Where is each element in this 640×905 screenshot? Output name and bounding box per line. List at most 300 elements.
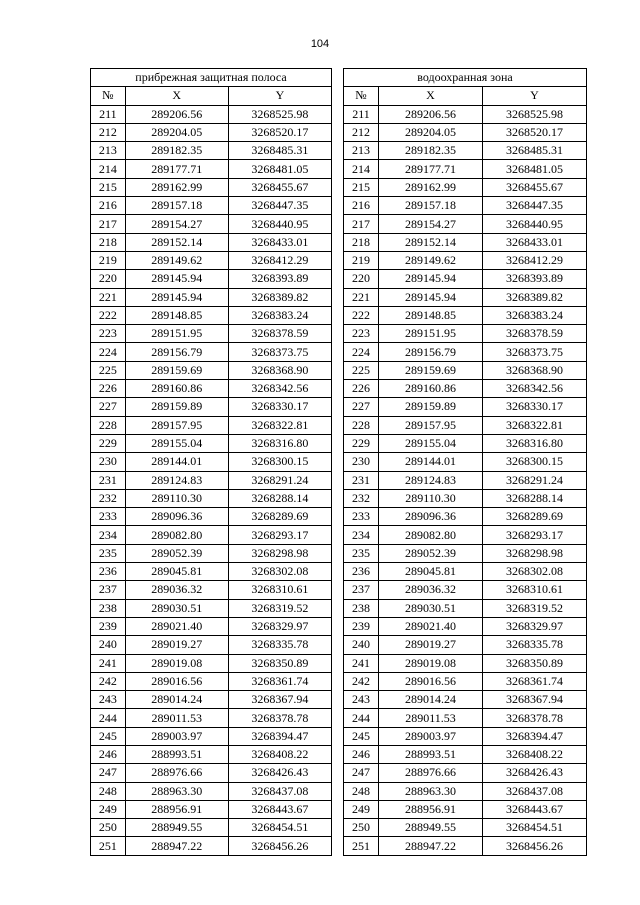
y-coordinate-cell: 3268525.98 [228,105,331,123]
y-coordinate-cell: 3268373.75 [228,343,331,361]
table-row [91,306,332,324]
table-title: водоохранная зона [344,69,587,87]
x-coordinate-cell: 289177.71 [379,160,483,178]
y-coordinate-cell: 3268485.31 [228,142,331,160]
table-row [91,416,332,434]
point-number-cell: 235 [91,544,126,562]
x-coordinate-cell: 289045.81 [125,563,228,581]
x-coordinate-cell: 289157.95 [125,416,228,434]
point-number-cell: 225 [344,361,379,379]
y-coordinate-cell: 3268367.94 [482,691,586,709]
y-coordinate-cell: 3268330.17 [228,398,331,416]
y-coordinate-cell: 3268481.05 [482,160,586,178]
point-number-cell: 239 [91,617,126,635]
point-number-cell: 213 [344,142,379,160]
y-coordinate-cell: 3268443.67 [482,800,586,818]
table-row [91,105,332,123]
table-row [91,727,332,745]
x-coordinate-cell: 289206.56 [379,105,483,123]
table-row [344,782,587,800]
y-coordinate-cell: 3268456.26 [228,837,331,855]
table-row [344,581,587,599]
y-coordinate-cell: 3268412.29 [228,251,331,269]
table-row [91,215,332,233]
x-coordinate-cell: 289019.08 [125,654,228,672]
y-coordinate-cell: 3268335.78 [228,636,331,654]
point-number-cell: 228 [91,416,126,434]
x-coordinate-cell: 289182.35 [379,142,483,160]
x-coordinate-cell: 289030.51 [125,599,228,617]
table-row [91,745,332,763]
y-coordinate-cell: 3268291.24 [228,471,331,489]
point-number-cell: 233 [344,508,379,526]
y-coordinate-cell: 3268298.98 [228,544,331,562]
table-row [344,270,587,288]
point-number-cell: 236 [91,563,126,581]
table-row [344,178,587,196]
point-number-cell: 249 [91,800,126,818]
y-coordinate-cell: 3268383.24 [228,306,331,324]
y-coordinate-cell: 3268447.35 [482,197,586,215]
y-coordinate-cell: 3268485.31 [482,142,586,160]
y-coordinate-cell: 3268342.56 [482,380,586,398]
y-coordinate-cell: 3268373.75 [482,343,586,361]
point-number-cell: 211 [344,105,379,123]
point-number-cell: 225 [91,361,126,379]
y-coordinate-cell: 3268367.94 [228,691,331,709]
point-number-cell: 237 [344,581,379,599]
y-coordinate-cell: 3268455.67 [482,178,586,196]
x-coordinate-cell: 289003.97 [125,727,228,745]
table-row [91,709,332,727]
table-row [91,819,332,837]
table-row [91,581,332,599]
x-coordinate-cell: 289145.94 [125,288,228,306]
point-number-cell: 217 [91,215,126,233]
x-coordinate-cell: 289154.27 [379,215,483,233]
point-number-cell: 248 [91,782,126,800]
point-number-cell: 249 [344,800,379,818]
table-row [91,782,332,800]
x-coordinate-cell: 289149.62 [125,251,228,269]
y-coordinate-cell: 3268408.22 [482,745,586,763]
point-number-cell: 220 [344,270,379,288]
y-coordinate-cell: 3268525.98 [482,105,586,123]
y-coordinate-cell: 3268440.95 [482,215,586,233]
coastal-protective-strip-table [90,68,332,856]
x-coordinate-cell: 289149.62 [379,251,483,269]
y-coordinate-cell: 3268291.24 [482,471,586,489]
table-row [344,526,587,544]
point-number-cell: 247 [91,764,126,782]
y-coordinate-cell: 3268350.89 [482,654,586,672]
column-header-x: X [125,87,228,105]
table-row [91,544,332,562]
page-number: 104 [310,38,330,50]
point-number-cell: 234 [344,526,379,544]
y-coordinate-cell: 3268378.59 [228,325,331,343]
point-number-cell: 222 [91,306,126,324]
y-coordinate-cell: 3268520.17 [482,123,586,141]
point-number-cell: 234 [91,526,126,544]
point-number-cell: 247 [344,764,379,782]
x-coordinate-cell: 288976.66 [379,764,483,782]
x-coordinate-cell: 289019.27 [125,636,228,654]
x-coordinate-cell: 289162.99 [379,178,483,196]
y-coordinate-cell: 3268412.29 [482,251,586,269]
table-row [91,270,332,288]
point-number-cell: 216 [91,197,126,215]
x-coordinate-cell: 289145.94 [125,270,228,288]
table-row [91,178,332,196]
table-row [344,361,587,379]
point-number-cell: 219 [91,251,126,269]
x-coordinate-cell: 289082.80 [379,526,483,544]
table-row [344,709,587,727]
x-coordinate-cell: 289014.24 [379,691,483,709]
column-header-number: № [91,87,126,105]
point-number-cell: 251 [344,837,379,855]
point-number-cell: 233 [91,508,126,526]
point-number-cell: 238 [344,599,379,617]
point-number-cell: 211 [91,105,126,123]
x-coordinate-cell: 289036.32 [125,581,228,599]
table-row [344,819,587,837]
y-coordinate-cell: 3268454.51 [228,819,331,837]
x-coordinate-cell: 289110.30 [125,489,228,507]
x-coordinate-cell: 288993.51 [125,745,228,763]
y-coordinate-cell: 3268335.78 [482,636,586,654]
point-number-cell: 239 [344,617,379,635]
x-coordinate-cell: 289096.36 [379,508,483,526]
x-coordinate-cell: 289157.95 [379,416,483,434]
table-row [91,636,332,654]
point-number-cell: 220 [91,270,126,288]
y-coordinate-cell: 3268361.74 [228,672,331,690]
y-coordinate-cell: 3268433.01 [482,233,586,251]
y-coordinate-cell: 3268289.69 [482,508,586,526]
table-row [91,434,332,452]
y-coordinate-cell: 3268520.17 [228,123,331,141]
table-row [344,544,587,562]
table-row [91,672,332,690]
table-row [91,800,332,818]
x-coordinate-cell: 289159.89 [125,398,228,416]
y-coordinate-cell: 3268437.08 [482,782,586,800]
point-number-cell: 244 [344,709,379,727]
x-coordinate-cell: 289003.97 [379,727,483,745]
x-coordinate-cell: 289021.40 [125,617,228,635]
y-coordinate-cell: 3268389.82 [228,288,331,306]
table-row [91,142,332,160]
y-coordinate-cell: 3268330.17 [482,398,586,416]
point-number-cell: 240 [91,636,126,654]
table-row [91,197,332,215]
table-row [91,233,332,251]
table-row [344,123,587,141]
table-row [344,636,587,654]
y-coordinate-cell: 3268322.81 [228,416,331,434]
point-number-cell: 241 [91,654,126,672]
point-number-cell: 216 [344,197,379,215]
table-row [344,745,587,763]
table-row [344,160,587,178]
point-number-cell: 251 [91,837,126,855]
table-row [344,489,587,507]
x-coordinate-cell: 288963.30 [379,782,483,800]
point-number-cell: 243 [344,691,379,709]
point-number-cell: 218 [91,233,126,251]
table-row [344,617,587,635]
point-number-cell: 230 [344,453,379,471]
table-row [91,361,332,379]
x-coordinate-cell: 289159.89 [379,398,483,416]
y-coordinate-cell: 3268437.08 [228,782,331,800]
point-number-cell: 242 [91,672,126,690]
x-coordinate-cell: 289019.27 [379,636,483,654]
point-number-cell: 215 [91,178,126,196]
point-number-cell: 224 [91,343,126,361]
x-coordinate-cell: 289045.81 [379,563,483,581]
x-coordinate-cell: 289156.79 [379,343,483,361]
x-coordinate-cell: 288963.30 [125,782,228,800]
x-coordinate-cell: 289156.79 [125,343,228,361]
x-coordinate-cell: 289154.27 [125,215,228,233]
column-header-y: Y [228,87,331,105]
y-coordinate-cell: 3268361.74 [482,672,586,690]
table-row [344,142,587,160]
y-coordinate-cell: 3268368.90 [482,361,586,379]
table-row [344,343,587,361]
x-coordinate-cell: 289124.83 [125,471,228,489]
table-row [91,508,332,526]
point-number-cell: 215 [344,178,379,196]
y-coordinate-cell: 3268288.14 [482,489,586,507]
x-coordinate-cell: 289151.95 [379,325,483,343]
y-coordinate-cell: 3268393.89 [228,270,331,288]
table-row [344,197,587,215]
x-coordinate-cell: 289182.35 [125,142,228,160]
y-coordinate-cell: 3268293.17 [228,526,331,544]
table-row [91,380,332,398]
y-coordinate-cell: 3268394.47 [228,727,331,745]
y-coordinate-cell: 3268302.08 [482,563,586,581]
x-coordinate-cell: 289016.56 [125,672,228,690]
x-coordinate-cell: 289021.40 [379,617,483,635]
column-header-x: X [379,87,483,105]
y-coordinate-cell: 3268426.43 [482,764,586,782]
table-row [91,325,332,343]
table-row [91,123,332,141]
y-coordinate-cell: 3268293.17 [482,526,586,544]
table-row [91,617,332,635]
x-coordinate-cell: 289036.32 [379,581,483,599]
table-row [91,343,332,361]
x-coordinate-cell: 289204.05 [125,123,228,141]
x-coordinate-cell: 288949.55 [125,819,228,837]
x-coordinate-cell: 289144.01 [125,453,228,471]
x-coordinate-cell: 289159.69 [379,361,483,379]
y-coordinate-cell: 3268440.95 [228,215,331,233]
table-row [344,398,587,416]
point-number-cell: 214 [91,160,126,178]
table-title: прибрежная защитная полоса [91,69,332,87]
point-number-cell: 250 [91,819,126,837]
point-number-cell: 231 [91,471,126,489]
y-coordinate-cell: 3268393.89 [482,270,586,288]
point-number-cell: 228 [344,416,379,434]
y-coordinate-cell: 3268350.89 [228,654,331,672]
x-coordinate-cell: 289160.86 [125,380,228,398]
table-row [344,434,587,452]
coordinate-tables [90,68,590,853]
point-number-cell: 227 [344,398,379,416]
point-number-cell: 223 [91,325,126,343]
table-row [344,727,587,745]
x-coordinate-cell: 288956.91 [379,800,483,818]
point-number-cell: 223 [344,325,379,343]
x-coordinate-cell: 289159.69 [125,361,228,379]
y-coordinate-cell: 3268426.43 [228,764,331,782]
table-row [91,654,332,672]
table-row [344,691,587,709]
y-coordinate-cell: 3268298.98 [482,544,586,562]
y-coordinate-cell: 3268447.35 [228,197,331,215]
y-coordinate-cell: 3268378.78 [228,709,331,727]
y-coordinate-cell: 3268319.52 [482,599,586,617]
x-coordinate-cell: 289096.36 [125,508,228,526]
point-number-cell: 246 [91,745,126,763]
x-coordinate-cell: 289019.08 [379,654,483,672]
table-row [91,563,332,581]
x-coordinate-cell: 289110.30 [379,489,483,507]
y-coordinate-cell: 3268302.08 [228,563,331,581]
table-row [91,251,332,269]
table-row [91,160,332,178]
x-coordinate-cell: 288947.22 [379,837,483,855]
table-row [91,471,332,489]
table-row [344,563,587,581]
x-coordinate-cell: 289144.01 [379,453,483,471]
x-coordinate-cell: 289052.39 [125,544,228,562]
y-coordinate-cell: 3268329.97 [228,617,331,635]
x-coordinate-cell: 289030.51 [379,599,483,617]
point-number-cell: 229 [344,434,379,452]
x-coordinate-cell: 288949.55 [379,819,483,837]
table-row [91,837,332,855]
x-coordinate-cell: 289157.18 [379,197,483,215]
y-coordinate-cell: 3268300.15 [228,453,331,471]
table-row [344,251,587,269]
table-row [344,215,587,233]
table-row [91,398,332,416]
y-coordinate-cell: 3268394.47 [482,727,586,745]
table-row [344,672,587,690]
x-coordinate-cell: 289016.56 [379,672,483,690]
table-row [91,489,332,507]
y-coordinate-cell: 3268319.52 [228,599,331,617]
point-number-cell: 235 [344,544,379,562]
x-coordinate-cell: 288976.66 [125,764,228,782]
table-row [91,453,332,471]
point-number-cell: 232 [91,489,126,507]
x-coordinate-cell: 288993.51 [379,745,483,763]
point-number-cell: 241 [344,654,379,672]
table-row [91,691,332,709]
x-coordinate-cell: 289155.04 [379,434,483,452]
x-coordinate-cell: 289177.71 [125,160,228,178]
y-coordinate-cell: 3268310.61 [228,581,331,599]
point-number-cell: 218 [344,233,379,251]
point-number-cell: 226 [91,380,126,398]
y-coordinate-cell: 3268443.67 [228,800,331,818]
y-coordinate-cell: 3268456.26 [482,837,586,855]
x-coordinate-cell: 289011.53 [379,709,483,727]
y-coordinate-cell: 3268342.56 [228,380,331,398]
point-number-cell: 238 [91,599,126,617]
x-coordinate-cell: 289151.95 [125,325,228,343]
y-coordinate-cell: 3268322.81 [482,416,586,434]
x-coordinate-cell: 289152.14 [379,233,483,251]
y-coordinate-cell: 3268289.69 [228,508,331,526]
y-coordinate-cell: 3268455.67 [228,178,331,196]
x-coordinate-cell: 289082.80 [125,526,228,544]
x-coordinate-cell: 289206.56 [125,105,228,123]
x-coordinate-cell: 289124.83 [379,471,483,489]
y-coordinate-cell: 3268300.15 [482,453,586,471]
x-coordinate-cell: 289011.53 [125,709,228,727]
x-coordinate-cell: 288956.91 [125,800,228,818]
point-number-cell: 222 [344,306,379,324]
table-row [344,380,587,398]
x-coordinate-cell: 289145.94 [379,288,483,306]
table-row [344,508,587,526]
point-number-cell: 221 [91,288,126,306]
y-coordinate-cell: 3268408.22 [228,745,331,763]
y-coordinate-cell: 3268383.24 [482,306,586,324]
table-row [344,764,587,782]
table-row [344,233,587,251]
table-row [344,325,587,343]
point-number-cell: 242 [344,672,379,690]
x-coordinate-cell: 288947.22 [125,837,228,855]
y-coordinate-cell: 3268288.14 [228,489,331,507]
table-row [344,837,587,855]
table-row [344,306,587,324]
x-coordinate-cell: 289160.86 [379,380,483,398]
x-coordinate-cell: 289145.94 [379,270,483,288]
y-coordinate-cell: 3268389.82 [482,288,586,306]
point-number-cell: 236 [344,563,379,581]
point-number-cell: 244 [91,709,126,727]
point-number-cell: 224 [344,343,379,361]
point-number-cell: 232 [344,489,379,507]
point-number-cell: 229 [91,434,126,452]
table-row [344,654,587,672]
column-header-y: Y [482,87,586,105]
column-header-number: № [344,87,379,105]
x-coordinate-cell: 289014.24 [125,691,228,709]
y-coordinate-cell: 3268378.59 [482,325,586,343]
water-protection-zone-table [343,68,587,856]
table-row [344,288,587,306]
x-coordinate-cell: 289148.85 [379,306,483,324]
y-coordinate-cell: 3268329.97 [482,617,586,635]
point-number-cell: 246 [344,745,379,763]
table-row [91,599,332,617]
x-coordinate-cell: 289162.99 [125,178,228,196]
table-row [344,599,587,617]
